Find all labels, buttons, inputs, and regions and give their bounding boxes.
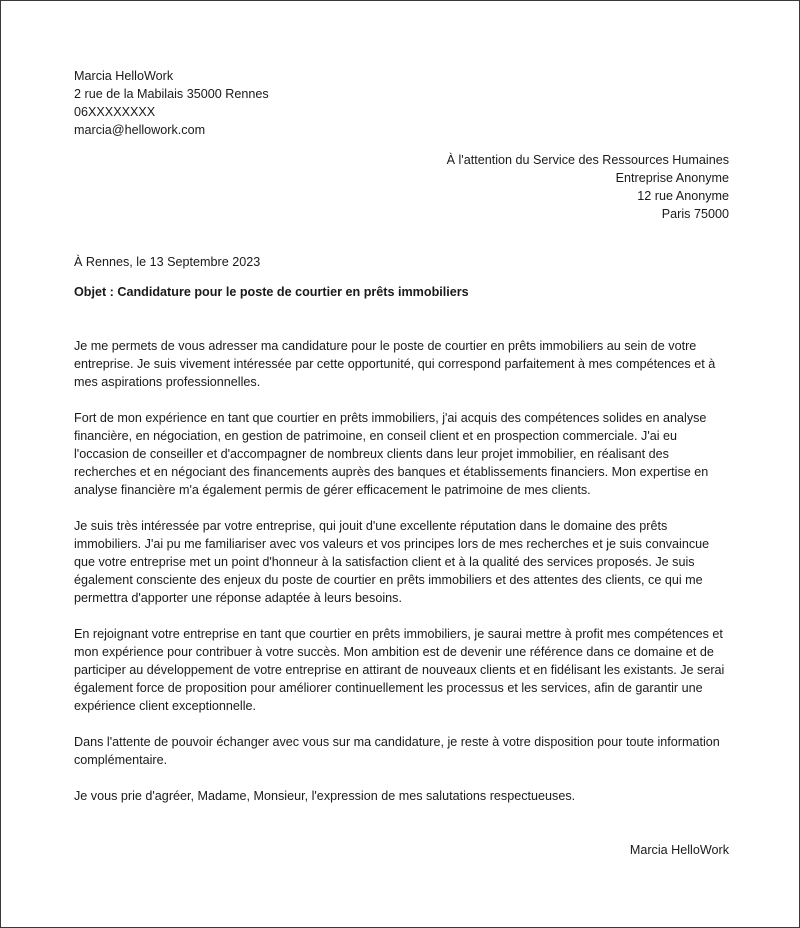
recipient-block: [74, 151, 729, 223]
date-line: À Rennes, le 13 Septembre 2023: [74, 255, 261, 269]
letter-content: [74, 67, 729, 859]
closing-paragraph: Je vous prie d'agréer, Madame, Monsieur, l'expression de mes salutations respectueuses.: [74, 789, 576, 803]
body-paragraph: Dans l'attente de pouvoir échanger avec vous sur ma candidature, je reste à votre disposition pour toute information complémentaire.: [74, 735, 720, 767]
sender-name: Marcia HelloWork: [74, 69, 174, 83]
recipient-street: 12 rue Anonyme: [637, 189, 729, 203]
letter-body: [74, 337, 729, 805]
sender-phone: 06XXXXXXXX: [74, 105, 156, 119]
sender-email: marcia@hellowork.com: [74, 123, 206, 137]
recipient-city: Paris 75000: [661, 207, 729, 221]
body-paragraph: Fort de mon expérience en tant que courtier en prêts immobiliers, j'ai acquis des compétences solides en analyse financière, en négociation, en gestion de patrimoine, en conseil client et en prospection commerciale. J'ai eu l'occasion de conseiller et d'accompagner de nombreux clients dans leur projet immobilier, en réalisant des recherches et en négociant des financements auprès des banques et établissements financiers. Mon expertise en analyse financière m'a également permis de gérer efficacement le patrimoine de mes clients.: [74, 411, 709, 497]
body-paragraph: Je me permets de vous adresser ma candidature pour le poste de courtier en prêts immobiliers au sein de votre entreprise. Je suis vivement intéressée par cette opportunité, qui correspond parfaitement à mes compétences et à mes aspirations professionnelles.: [74, 339, 716, 389]
recipient-attention: À l'attention du Service des Ressources Humaines: [446, 153, 729, 167]
sender-block: [74, 67, 729, 139]
body-paragraph: En rejoignant votre entreprise en tant que courtier en prêts immobiliers, je saurai mettre à profit mes compétences et mon expérience pour contribuer à votre succès. Mon ambition est de devenir une référence dans ce domaine et de participer au développement de votre entreprise en attirant de nouveaux clients et en fidélisant les existants. Je serai également force de proposition pour améliorer continuellement les processus et les services, afin de garantir une expérience client exceptionnelle.: [74, 627, 725, 713]
signature: Marcia HelloWork: [629, 843, 729, 857]
sender-address: 2 rue de la Mabilais 35000 Rennes: [74, 87, 269, 101]
recipient-company: Entreprise Anonyme: [615, 171, 729, 185]
body-paragraph: Je suis très intéressée par votre entreprise, qui jouit d'une excellente réputation dans le domaine des prêts immobiliers. J'ai pu me familiariser avec vos valeurs et vos principes lors de mes recherches et je suis convaincue que votre entreprise met un point d'honneur à la satisfaction client et à la qualité des services proposés. Je suis également consciente des enjeux du poste de courtier en prêts immobiliers et des attentes des clients, ce qui me permettra d'apporter une réponse adaptée à leurs besoins.: [74, 519, 710, 605]
subject-line: Objet : Candidature pour le poste de courtier en prêts immobiliers: [74, 285, 469, 299]
